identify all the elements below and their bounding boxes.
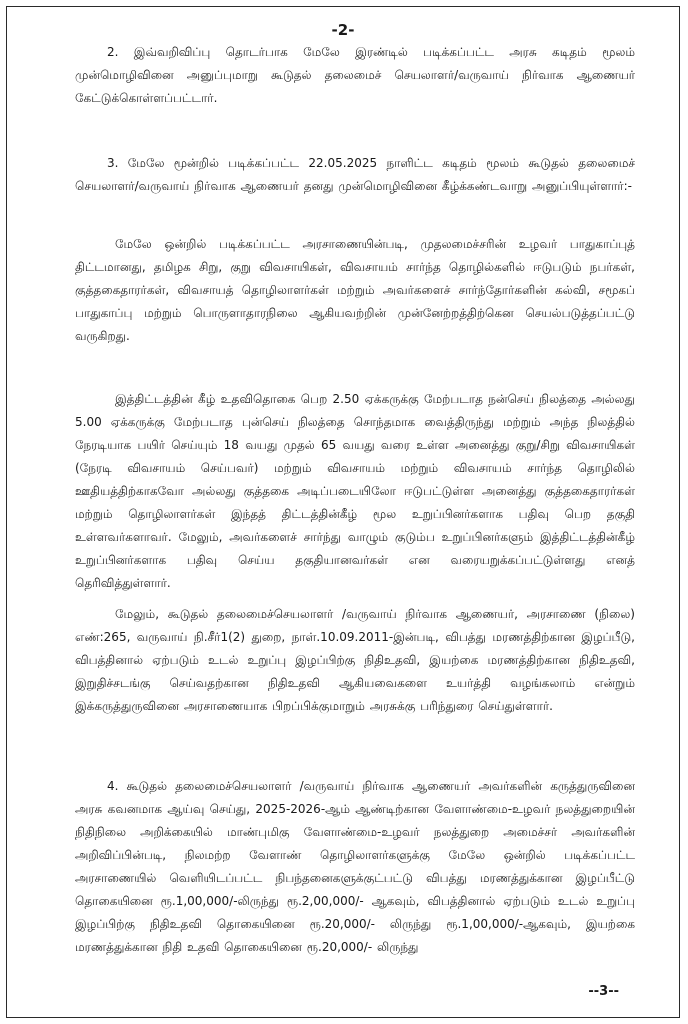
paragraph-3-quote-3-text: மேலும், கூடுதல் தலைமைச்செயலாளர் /வருவாய் நிர்வாக ஆணையர், அரசாணை (நிலை) எண்:265, வருவாய் நி.சீர்1(2) துறை, நாள்.10.09.2011-இன்படி, விபத்து மரணத்திற்கான இழப்பீடு, விபத்தினால் ஏற்படும் உடல் உறுப்பு இழப்பிற்கு நிதிஉதவி, இயற்கை மரணத்திற்கான நிதிஉதவி, இறுதிச்சடங்கு செய்வதற்கான நிதிஉதவி ஆகியவைகளை உயர்த்தி வழங்கலாம் என்றும் இக்கருத்துருவினை அரசாணையாக பிறப்பிக்குமாறும் அரசுக்கு பரிந்துரை செய்துள்ளார். [75, 607, 635, 713]
paragraph-3-quote-2 [75, 388, 635, 595]
document-page [6, 6, 680, 1018]
paragraph-3-text: 3. மேலே மூன்றில் படிக்கப்பட்ட 22.05.2025 நாளிட்ட கடிதம் மூலம் கூடுதல் தலைமைச் செயலாளர்/வருவாய் நிர்வாக ஆணையர் தனது முன்மொழிவினை கீழ்க்கண்டவாறு அனுப்பியுள்ளார்:- [75, 156, 635, 193]
paragraph-3-quote-1-text: மேலே ஒன்றில் படிக்கப்பட்ட அரசாணையின்படி, முதலமைச்சரின் உழவர் பாதுகாப்புத் திட்டமானது, தமிழக சிறு, குறு விவசாயிகள், விவசாயம் சார்ந்த தொழில்களில் ஈடுபடும் நபர்கள், குத்தகைதாரர்கள், விவசாயத் தொழிலாளர்கள் மற்றும் அவர்களைச் சார்ந்தோர்களின் கல்வி, சமூகப் பாதுகாப்பு மற்றும் பொருளாதாரநிலை ஆகியவற்றின் முன்னேற்றத்திற்கென செயல்படுத்தப்பட்டு வருகிறது. [75, 237, 635, 343]
paragraph-3-quote-2-text: இத்திட்டத்தின் கீழ் உதவிதொகை பெற 2.50 ஏக்கருக்கு மேற்படாத நன்செய் நிலத்தை அல்லது 5.00 ஏக்கருக்கு மேற்படாத புன்செய் நிலத்தை சொந்தமாக வைத்திருந்து மற்றும் அந்த நிலத்தில் நேரடியாக பயிர் செய்யும் 18 வயது முதல் 65 வயது வரை உள்ள அனைத்து குறு/சிறு விவசாயிகள் (நேரடி விவசாயம் செய்பவர்) மற்றும் விவசாயம் மற்றும் விவசாயம் சார்ந்த தொழிலில் ஊதியத்திற்காகவோ அல்லது குத்தகை அடிப்படையிலோ ஈடுபட்டுள்ள அனைத்து குத்தகைதாரர்கள் மற்றும் தொழிலாளர்கள் இந்தத் திட்டத்தின்கீழ் மூல உறுப்பினர்களாக பதிவு பெற தகுதி உள்ளவர்களாவர். மேலும், அவர்களைச் சார்ந்து வாழும் குடும்ப உறுப்பினர்களும் இத்திட்டத்தின்கீழ் உறுப்பினர்களாக பதிவு செய்ய தகுதியானவர்கள் என வரையறுக்கப்பட்டுள்ளது எனத் தெரிவித்துள்ளார். [75, 392, 635, 590]
paragraph-2-text: 2. இவ்வறிவிப்பு தொடர்பாக மேலே இரண்டில் படிக்கப்பட்ட அரசு கடிதம் மூலம் முன்மொழிவினை அனுப்புமாறு கூடுதல் தலைமைச் செயலாளர்/வருவாய் நிர்வாக ஆணையர் கேட்டுக்கொள்ளப்பட்டார். [75, 45, 635, 105]
page-number: -2- [331, 21, 355, 39]
paragraph-2 [75, 41, 635, 110]
paragraph-4 [75, 775, 635, 959]
next-page-marker: --3-- [588, 984, 619, 999]
paragraph-3 [75, 152, 635, 198]
paragraph-3-quote-3 [75, 603, 635, 718]
paragraph-3-quote-1 [75, 233, 635, 348]
paragraph-4-text: 4. கூடுதல் தலைமைச்செயலாளர் /வருவாய் நிர்வாக ஆணையர் அவர்களின் கருத்துருவினை அரசு கவனமாக ஆய்வு செய்து, 2025-2026-ஆம் ஆண்டிற்கான வேளாண்மை-உழவர் நலத்துறையின் நிதிநிலை அறிக்கையில் மாண்புமிகு வேளாண்மை-உழவர் நலத்துறை அமைச்சர் அவர்களின் அறிவிப்பின்படி, நிலமற்ற வேளாண் தொழிலாளர்களுக்கு மேலே ஒன்றில் படிக்கப்பட்ட அரசாணையில் வெளியிடப்பட்ட நிபந்தனைகளுக்குட்பட்டு விபத்து மரணத்துக்கான இழப்பீட்டு தொகையினை ரூ.1,00,000/-லிருந்து ரூ.2,00,000/- ஆகவும், விபத்தினால் ஏற்படும் உடல் உறுப்பு இழப்பிற்கு நிதிஉதவி தொகையினை ரூ.20,000/- லிருந்து ரூ.1,00,000/-ஆகவும், இயற்கை மரணத்துக்கான நிதி உதவி தொகையினை ரூ.20,000/- லிருந்து [75, 779, 635, 954]
